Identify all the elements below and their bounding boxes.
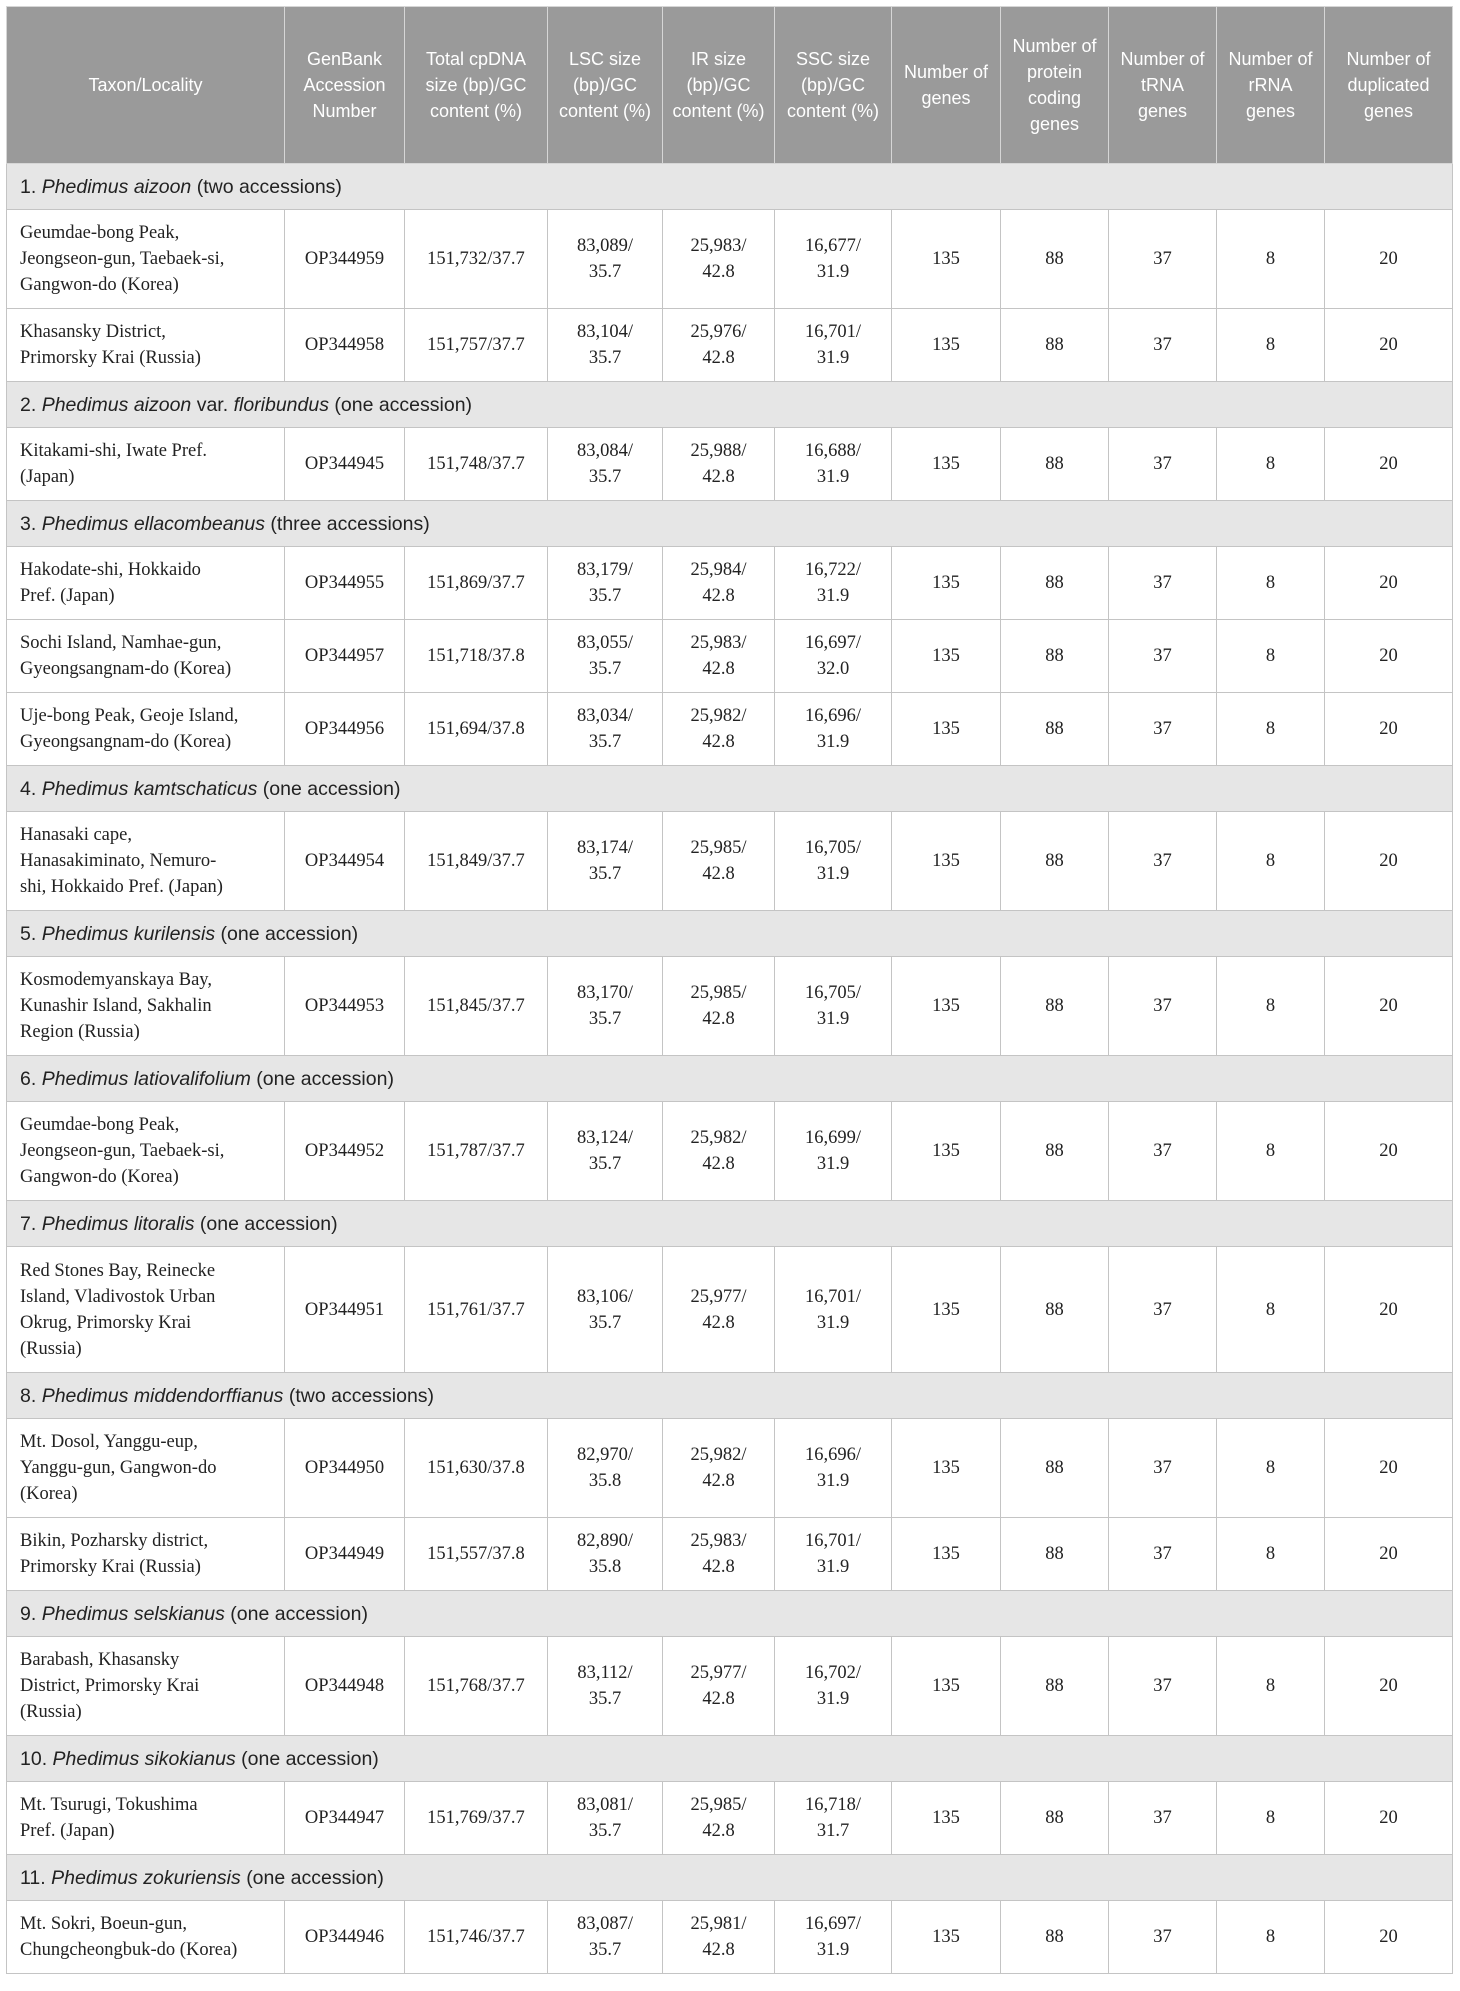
taxon-number: 4.	[20, 777, 37, 800]
table-row	[7, 693, 1453, 766]
ssc-cell: 16,697/ 31.9	[775, 1901, 892, 1974]
taxon-species: Phedimus aizoon	[41, 175, 192, 198]
trna-genes-cell: 37	[1109, 957, 1217, 1056]
total-size-cell: 151,768/37.7	[405, 1637, 548, 1736]
locality-cell: Mt. Tsurugi, Tokushima Pref. (Japan)	[7, 1782, 285, 1855]
taxon-cell	[7, 382, 1453, 428]
protein-genes-cell: 88	[1001, 812, 1109, 911]
lsc-cell: 83,170/ 35.7	[548, 957, 663, 1056]
cpdna-table	[6, 6, 1453, 1974]
locality-cell: Sochi Island, Namhae-gun, Gyeongsangnam-do (Korea)	[7, 620, 285, 693]
total-size-cell: 151,718/37.8	[405, 620, 548, 693]
lsc-cell: 82,970/ 35.8	[548, 1419, 663, 1518]
ssc-cell: 16,699/ 31.9	[775, 1102, 892, 1201]
ssc-cell: 16,696/ 31.9	[775, 1419, 892, 1518]
taxon-variety: floribundus	[233, 393, 329, 416]
genes-cell: 135	[892, 693, 1001, 766]
taxon-species: Phedimus sikokianus	[52, 1747, 236, 1770]
header-protein-genes: Number of protein coding genes	[1001, 7, 1109, 164]
taxon-number: 8.	[20, 1384, 37, 1407]
protein-genes-cell: 88	[1001, 620, 1109, 693]
table-row	[7, 547, 1453, 620]
table-row	[7, 1419, 1453, 1518]
lsc-cell: 83,124/ 35.7	[548, 1102, 663, 1201]
taxon-number: 11.	[20, 1866, 46, 1889]
protein-genes-cell: 88	[1001, 1247, 1109, 1373]
locality-cell: Uje-bong Peak, Geoje Island, Gyeongsangnam-do (Korea)	[7, 693, 285, 766]
accession-cell: OP344945	[285, 428, 405, 501]
taxon-accession-count: (one accession)	[246, 1866, 384, 1889]
ir-cell: 25,985/ 42.8	[663, 812, 775, 911]
protein-genes-cell: 88	[1001, 693, 1109, 766]
total-size-cell: 151,787/37.7	[405, 1102, 548, 1201]
ssc-cell: 16,702/ 31.9	[775, 1637, 892, 1736]
header-ssc: SSC size (bp)/GC content (%)	[775, 7, 892, 164]
taxon-accession-count: (one accession)	[220, 922, 359, 945]
ir-cell: 25,983/ 42.8	[663, 1518, 775, 1591]
ir-cell: 25,976/ 42.8	[663, 309, 775, 382]
lsc-cell: 83,034/ 35.7	[548, 693, 663, 766]
total-size-cell: 151,757/37.7	[405, 309, 548, 382]
accession-cell: OP344947	[285, 1782, 405, 1855]
taxon-cell	[7, 1855, 1453, 1901]
taxon-accession-count: (one accession)	[256, 1067, 394, 1090]
taxon-species: Phedimus middendorffianus	[41, 1384, 284, 1407]
genes-cell: 135	[892, 1247, 1001, 1373]
lsc-cell: 83,089/ 35.7	[548, 210, 663, 309]
rrna-genes-cell: 8	[1217, 1419, 1325, 1518]
trna-genes-cell: 37	[1109, 620, 1217, 693]
table-row	[7, 1637, 1453, 1736]
trna-genes-cell: 37	[1109, 693, 1217, 766]
lsc-cell: 83,106/ 35.7	[548, 1247, 663, 1373]
ssc-cell: 16,677/ 31.9	[775, 210, 892, 309]
locality-cell: Barabash, Khasansky District, Primorsky Krai (Russia)	[7, 1637, 285, 1736]
lsc-cell: 83,087/ 35.7	[548, 1901, 663, 1974]
total-size-cell: 151,630/37.8	[405, 1419, 548, 1518]
ssc-cell: 16,697/ 32.0	[775, 620, 892, 693]
table-row	[7, 1518, 1453, 1591]
protein-genes-cell: 88	[1001, 1102, 1109, 1201]
taxon-row	[7, 164, 1453, 210]
trna-genes-cell: 37	[1109, 1782, 1217, 1855]
ir-cell: 25,988/ 42.8	[663, 428, 775, 501]
locality-cell: Geumdae-bong Peak, Jeongseon-gun, Taebaek-si, Gangwon-do (Korea)	[7, 1102, 285, 1201]
ir-cell: 25,985/ 42.8	[663, 1782, 775, 1855]
genes-cell: 135	[892, 428, 1001, 501]
duplicated-genes-cell: 20	[1325, 957, 1453, 1056]
duplicated-genes-cell: 20	[1325, 1518, 1453, 1591]
duplicated-genes-cell: 20	[1325, 1637, 1453, 1736]
trna-genes-cell: 37	[1109, 547, 1217, 620]
taxon-species: Phedimus kamtschaticus	[41, 777, 258, 800]
locality-cell: Kitakami-shi, Iwate Pref. (Japan)	[7, 428, 285, 501]
taxon-accession-count: (one accession)	[262, 777, 401, 800]
locality-cell: Kosmodemyanskaya Bay, Kunashir Island, Sakhalin Region (Russia)	[7, 957, 285, 1056]
taxon-species: Phedimus selskianus	[41, 1602, 225, 1625]
total-size-cell: 151,748/37.7	[405, 428, 548, 501]
genes-cell: 135	[892, 812, 1001, 911]
protein-genes-cell: 88	[1001, 957, 1109, 1056]
genes-cell: 135	[892, 957, 1001, 1056]
accession-cell: OP344954	[285, 812, 405, 911]
table-row	[7, 812, 1453, 911]
ir-cell: 25,982/ 42.8	[663, 1419, 775, 1518]
protein-genes-cell: 88	[1001, 1637, 1109, 1736]
taxon-number: 10.	[20, 1747, 48, 1770]
rrna-genes-cell: 8	[1217, 620, 1325, 693]
duplicated-genes-cell: 20	[1325, 1102, 1453, 1201]
taxon-accession-count: (one accession)	[334, 393, 473, 416]
total-size-cell: 151,869/37.7	[405, 547, 548, 620]
ir-cell: 25,977/ 42.8	[663, 1247, 775, 1373]
accession-cell: OP344958	[285, 309, 405, 382]
genes-cell: 135	[892, 1102, 1001, 1201]
accession-cell: OP344955	[285, 547, 405, 620]
taxon-accession-count: (one accession)	[241, 1747, 379, 1770]
accession-cell: OP344953	[285, 957, 405, 1056]
locality-cell: Mt. Sokri, Boeun-gun, Chungcheongbuk-do (Korea)	[7, 1901, 285, 1974]
genes-cell: 135	[892, 1637, 1001, 1736]
header-total-size: Total cpDNA size (bp)/GC content (%)	[405, 7, 548, 164]
protein-genes-cell: 88	[1001, 309, 1109, 382]
taxon-species: Phedimus aizoon	[41, 393, 192, 416]
lsc-cell: 83,112/ 35.7	[548, 1637, 663, 1736]
trna-genes-cell: 37	[1109, 1518, 1217, 1591]
header-duplicated-genes: Number of duplicated genes	[1325, 7, 1453, 164]
ir-cell: 25,982/ 42.8	[663, 693, 775, 766]
total-size-cell: 151,694/37.8	[405, 693, 548, 766]
table-body	[7, 164, 1453, 1974]
taxon-row	[7, 501, 1453, 547]
taxon-row	[7, 1591, 1453, 1637]
taxon-row	[7, 1373, 1453, 1419]
duplicated-genes-cell: 20	[1325, 1247, 1453, 1373]
ssc-cell: 16,705/ 31.9	[775, 957, 892, 1056]
rrna-genes-cell: 8	[1217, 547, 1325, 620]
locality-cell: Mt. Dosol, Yanggu-eup, Yanggu-gun, Gangwon-do (Korea)	[7, 1419, 285, 1518]
taxon-cell	[7, 1056, 1453, 1102]
duplicated-genes-cell: 20	[1325, 428, 1453, 501]
ir-cell: 25,985/ 42.8	[663, 957, 775, 1056]
total-size-cell: 151,732/37.7	[405, 210, 548, 309]
rrna-genes-cell: 8	[1217, 957, 1325, 1056]
taxon-species: Phedimus latiovalifolium	[41, 1067, 251, 1090]
accession-cell: OP344948	[285, 1637, 405, 1736]
ir-cell: 25,977/ 42.8	[663, 1637, 775, 1736]
header-trna-genes: Number of tRNA genes	[1109, 7, 1217, 164]
ssc-cell: 16,718/ 31.7	[775, 1782, 892, 1855]
locality-cell: Khasansky District, Primorsky Krai (Russia)	[7, 309, 285, 382]
genes-cell: 135	[892, 1782, 1001, 1855]
taxon-row	[7, 1056, 1453, 1102]
genes-cell: 135	[892, 620, 1001, 693]
genes-cell: 135	[892, 1901, 1001, 1974]
trna-genes-cell: 37	[1109, 210, 1217, 309]
accession-cell: OP344949	[285, 1518, 405, 1591]
header-accession: GenBank Accession Number	[285, 7, 405, 164]
duplicated-genes-cell: 20	[1325, 309, 1453, 382]
lsc-cell: 83,084/ 35.7	[548, 428, 663, 501]
lsc-cell: 83,174/ 35.7	[548, 812, 663, 911]
ir-cell: 25,981/ 42.8	[663, 1901, 775, 1974]
rrna-genes-cell: 8	[1217, 1637, 1325, 1736]
trna-genes-cell: 37	[1109, 1102, 1217, 1201]
trna-genes-cell: 37	[1109, 309, 1217, 382]
trna-genes-cell: 37	[1109, 812, 1217, 911]
table-row	[7, 1901, 1453, 1974]
total-size-cell: 151,849/37.7	[405, 812, 548, 911]
taxon-cell	[7, 1373, 1453, 1419]
taxon-number: 3.	[20, 512, 37, 535]
taxon-cell	[7, 501, 1453, 547]
ssc-cell: 16,701/ 31.9	[775, 1518, 892, 1591]
duplicated-genes-cell: 20	[1325, 693, 1453, 766]
genes-cell: 135	[892, 1419, 1001, 1518]
header-ir: IR size (bp)/GC content (%)	[663, 7, 775, 164]
trna-genes-cell: 37	[1109, 1901, 1217, 1974]
accession-cell: OP344956	[285, 693, 405, 766]
protein-genes-cell: 88	[1001, 1901, 1109, 1974]
total-size-cell: 151,557/37.8	[405, 1518, 548, 1591]
accession-cell: OP344951	[285, 1247, 405, 1373]
rrna-genes-cell: 8	[1217, 1247, 1325, 1373]
protein-genes-cell: 88	[1001, 210, 1109, 309]
ir-cell: 25,983/ 42.8	[663, 620, 775, 693]
taxon-number: 2.	[20, 393, 37, 416]
lsc-cell: 83,104/ 35.7	[548, 309, 663, 382]
total-size-cell: 151,746/37.7	[405, 1901, 548, 1974]
rrna-genes-cell: 8	[1217, 1102, 1325, 1201]
taxon-number: 7.	[20, 1212, 37, 1235]
taxon-row	[7, 766, 1453, 812]
ssc-cell: 16,701/ 31.9	[775, 309, 892, 382]
table-row	[7, 620, 1453, 693]
locality-cell: Hanasaki cape, Hanasakiminato, Nemuro- shi, Hokkaido Pref. (Japan)	[7, 812, 285, 911]
rrna-genes-cell: 8	[1217, 693, 1325, 766]
duplicated-genes-cell: 20	[1325, 1419, 1453, 1518]
lsc-cell: 83,081/ 35.7	[548, 1782, 663, 1855]
taxon-cell	[7, 164, 1453, 210]
ir-cell: 25,984/ 42.8	[663, 547, 775, 620]
taxon-number: 1.	[20, 175, 37, 198]
rrna-genes-cell: 8	[1217, 812, 1325, 911]
duplicated-genes-cell: 20	[1325, 620, 1453, 693]
taxon-cell	[7, 1591, 1453, 1637]
total-size-cell: 151,845/37.7	[405, 957, 548, 1056]
taxon-species: Phedimus litoralis	[41, 1212, 195, 1235]
table-row	[7, 1247, 1453, 1373]
table-row	[7, 210, 1453, 309]
protein-genes-cell: 88	[1001, 1419, 1109, 1518]
duplicated-genes-cell: 20	[1325, 210, 1453, 309]
accession-cell: OP344946	[285, 1901, 405, 1974]
table-row	[7, 957, 1453, 1056]
taxon-accession-count: (two accessions)	[288, 1384, 435, 1407]
taxon-accession-count: (one accession)	[230, 1602, 368, 1625]
header-row	[7, 7, 1453, 164]
trna-genes-cell: 37	[1109, 1637, 1217, 1736]
ssc-cell: 16,722/ 31.9	[775, 547, 892, 620]
taxon-number: 6.	[20, 1067, 37, 1090]
header-taxon: Taxon/Locality	[7, 7, 285, 164]
ssc-cell: 16,701/ 31.9	[775, 1247, 892, 1373]
taxon-cell	[7, 1201, 1453, 1247]
accession-cell: OP344950	[285, 1419, 405, 1518]
genes-cell: 135	[892, 309, 1001, 382]
accession-cell: OP344957	[285, 620, 405, 693]
duplicated-genes-cell: 20	[1325, 1901, 1453, 1974]
protein-genes-cell: 88	[1001, 1518, 1109, 1591]
locality-cell: Bikin, Pozharsky district, Primorsky Krai (Russia)	[7, 1518, 285, 1591]
header-lsc: LSC size (bp)/GC content (%)	[548, 7, 663, 164]
table-row	[7, 1102, 1453, 1201]
taxon-number: 5.	[20, 922, 37, 945]
duplicated-genes-cell: 20	[1325, 1782, 1453, 1855]
trna-genes-cell: 37	[1109, 428, 1217, 501]
ssc-cell: 16,705/ 31.9	[775, 812, 892, 911]
taxon-species: Phedimus kurilensis	[41, 922, 216, 945]
taxon-cell	[7, 766, 1453, 812]
lsc-cell: 83,055/ 35.7	[548, 620, 663, 693]
taxon-row	[7, 1201, 1453, 1247]
genes-cell: 135	[892, 210, 1001, 309]
trna-genes-cell: 37	[1109, 1247, 1217, 1373]
taxon-row	[7, 1736, 1453, 1782]
duplicated-genes-cell: 20	[1325, 812, 1453, 911]
taxon-cell	[7, 911, 1453, 957]
rrna-genes-cell: 8	[1217, 1518, 1325, 1591]
table-row	[7, 309, 1453, 382]
taxon-accession-count: (three accessions)	[270, 512, 430, 535]
lsc-cell: 82,890/ 35.8	[548, 1518, 663, 1591]
total-size-cell: 151,769/37.7	[405, 1782, 548, 1855]
ir-cell: 25,982/ 42.8	[663, 1102, 775, 1201]
taxon-rank: var.	[196, 393, 229, 416]
locality-cell: Hakodate-shi, Hokkaido Pref. (Japan)	[7, 547, 285, 620]
taxon-species: Phedimus ellacombeanus	[41, 512, 265, 535]
lsc-cell: 83,179/ 35.7	[548, 547, 663, 620]
total-size-cell: 151,761/37.7	[405, 1247, 548, 1373]
table-row	[7, 428, 1453, 501]
genes-cell: 135	[892, 547, 1001, 620]
trna-genes-cell: 37	[1109, 1419, 1217, 1518]
rrna-genes-cell: 8	[1217, 210, 1325, 309]
accession-cell: OP344959	[285, 210, 405, 309]
accession-cell: OP344952	[285, 1102, 405, 1201]
taxon-accession-count: (two accessions)	[196, 175, 342, 198]
rrna-genes-cell: 8	[1217, 428, 1325, 501]
taxon-species: Phedimus zokuriensis	[51, 1866, 241, 1889]
taxon-cell	[7, 1736, 1453, 1782]
rrna-genes-cell: 8	[1217, 1901, 1325, 1974]
taxon-accession-count: (one accession)	[199, 1212, 338, 1235]
table-row	[7, 1782, 1453, 1855]
taxon-row	[7, 382, 1453, 428]
ir-cell: 25,983/ 42.8	[663, 210, 775, 309]
header-genes: Number of genes	[892, 7, 1001, 164]
taxon-number: 9.	[20, 1602, 37, 1625]
protein-genes-cell: 88	[1001, 428, 1109, 501]
genes-cell: 135	[892, 1518, 1001, 1591]
ssc-cell: 16,696/ 31.9	[775, 693, 892, 766]
taxon-row	[7, 911, 1453, 957]
rrna-genes-cell: 8	[1217, 1782, 1325, 1855]
taxon-row	[7, 1855, 1453, 1901]
protein-genes-cell: 88	[1001, 547, 1109, 620]
protein-genes-cell: 88	[1001, 1782, 1109, 1855]
duplicated-genes-cell: 20	[1325, 547, 1453, 620]
header-rrna-genes: Number of rRNA genes	[1217, 7, 1325, 164]
locality-cell: Red Stones Bay, Reinecke Island, Vladivostok Urban Okrug, Primorsky Krai (Russia)	[7, 1247, 285, 1373]
rrna-genes-cell: 8	[1217, 309, 1325, 382]
ssc-cell: 16,688/ 31.9	[775, 428, 892, 501]
locality-cell: Geumdae-bong Peak, Jeongseon-gun, Taebaek-si, Gangwon-do (Korea)	[7, 210, 285, 309]
